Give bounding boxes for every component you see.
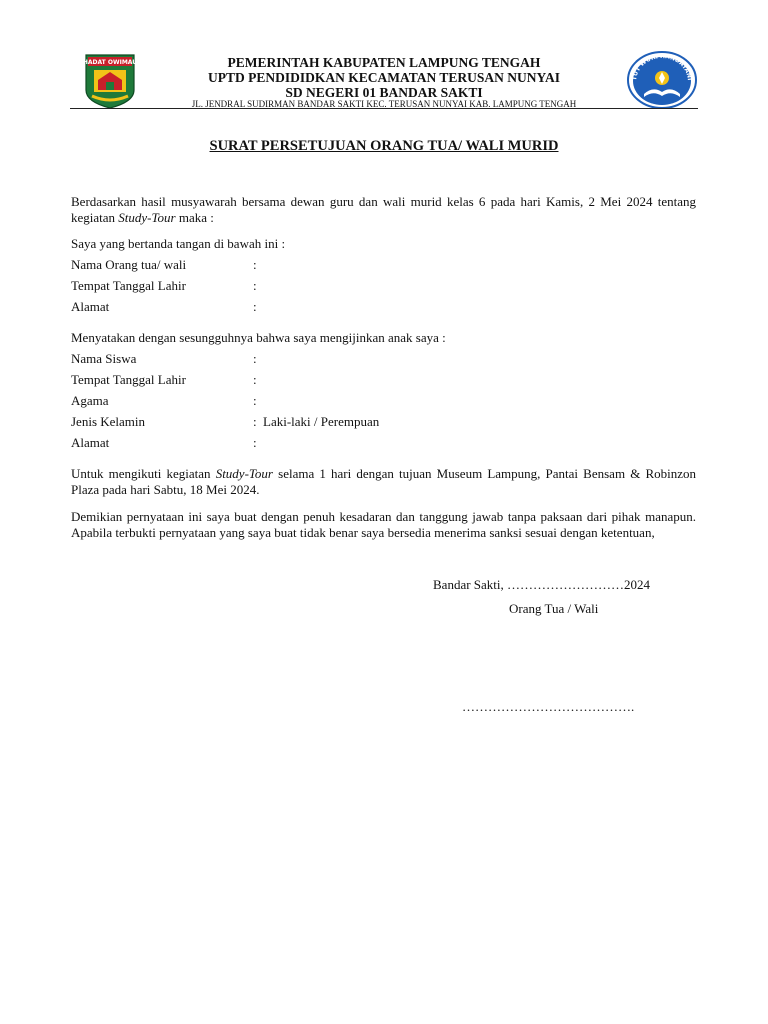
tut-wuri-handayani-icon: [626, 50, 698, 110]
letterhead-divider: [70, 108, 698, 109]
signature-place-date: Bandar Sakti, ………………………2024: [433, 577, 651, 592]
field-row-parent-birth: Tempat Tanggal Lahir :: [71, 278, 257, 293]
field-row-student-religion: Agama :: [71, 393, 257, 408]
intro-paragraph: Berdasarkan hasil musyawarah bersama dewan guru dan wali murid kelas 6 pada hari Kamis, 2 Mei 2024 tentang kegiatan Study-Tour maka :: [71, 194, 696, 225]
field-row-parent-name: Nama Orang tua/ wali :: [71, 257, 257, 272]
crest-motto: HADAT OWIMAU: [82, 59, 138, 66]
emblem-motto: TUT WURI HANDAYANI: [631, 52, 693, 81]
signature-role: Orang Tua / Wali: [509, 601, 599, 616]
field-row-student-address: Alamat :: [71, 435, 257, 450]
purpose-paragraph: Untuk mengikuti kegiatan Study-Tour selama 1 hari dengan tujuan Museum Lampung, Pantai Bensam & Robinzon Plaza pada hari Sabtu, 18 Mei 2024.: [71, 466, 696, 497]
closing-paragraph: Demikian pernyataan ini saya buat dengan penuh kesadaran dan tanggung jawab tanpa paksaan dari pihak manapun. Apabila terbukti pernyataan yang saya buat tidak benar saya bersedia menerima sanksi sesuai dengan ketentuan,: [71, 509, 696, 540]
letterhead-line-3: SD NEGERI 01 BANDAR SAKTI: [285, 85, 483, 100]
letterhead-line-2: UPTD PENDIDIDKAN KECAMATAN TERUSAN NUNYAI: [207, 70, 561, 85]
field-row-student-gender: Jenis Kelamin : Laki-laki / Perempuan: [71, 414, 380, 429]
field-row-student-birth: Tempat Tanggal Lahir :: [71, 372, 257, 387]
statement-line: Menyatakan dengan sesungguhnya bahwa saya mengijinkan anak saya :: [71, 330, 446, 345]
document-title: SURAT PERSETUJUAN ORANG TUA/ WALI MURID: [209, 138, 559, 154]
letterhead-address: JL. JENDRAL SUDIRMAN BANDAR SAKTI KEC. TERUSAN NUNYAI KAB. LAMPUNG TENGAH: [191, 99, 577, 109]
undersigned-line: Saya yang bertanda tangan di bawah ini :: [71, 236, 286, 251]
field-row-student-name: Nama Siswa :: [71, 351, 257, 366]
letterhead-line-1: PEMERINTAH KABUPATEN LAMPUNG TENGAH: [227, 55, 541, 70]
signature-name-line: ………………………………….: [462, 699, 635, 714]
field-row-parent-address: Alamat :: [71, 299, 257, 314]
